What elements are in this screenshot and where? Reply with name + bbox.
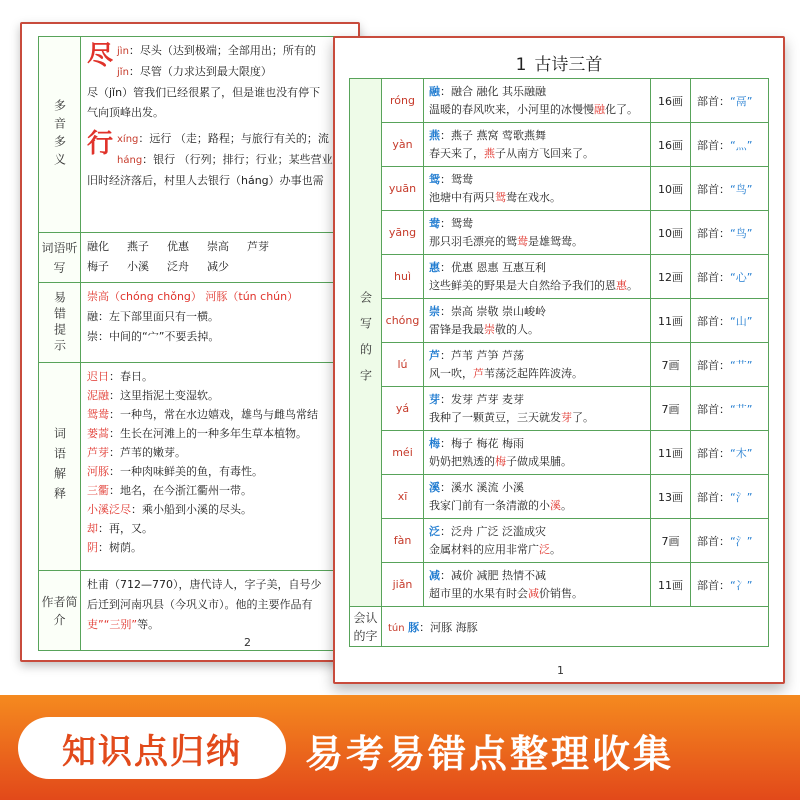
dictation-word: 小溪 (127, 260, 149, 273)
radical-value: “木” (730, 446, 753, 460)
char-sentence-a: 我种了一颗黄豆，三天就发 (429, 410, 561, 424)
char-row (350, 211, 769, 255)
char-description (424, 519, 651, 563)
char-row (350, 475, 769, 519)
char-words: ：鸳鸯 (440, 172, 473, 186)
dictation-word: 芦芽 (247, 240, 269, 253)
poly1-pinyin-1: jìn (117, 46, 129, 57)
char-sentence-b: 子从南方飞回来了。 (495, 146, 594, 160)
read-char: 豚 (408, 620, 420, 634)
char-row (350, 167, 769, 211)
radical-value: “鬲” (730, 94, 753, 108)
explain-item: 三衢：地名，在今浙江衢州一带。 (87, 484, 252, 497)
author-line-3: 吏”“三别”等。 (87, 618, 160, 631)
char-sentence-a: 金属材料的应用非常广 (429, 542, 539, 556)
char-sentence-highlight: 融 (594, 102, 605, 116)
char-sentence-a: 奶奶把熟透的 (429, 454, 495, 468)
char-description (424, 123, 651, 167)
char-strokes: 12画 (651, 255, 691, 299)
char-key: 梅 (429, 436, 440, 450)
char-radical (691, 211, 769, 255)
lesson-title-text: 古诗三首 (534, 55, 603, 75)
char-radical (691, 167, 769, 211)
char-sentence-a: 超市里的水果有时会 (429, 586, 528, 600)
char-radical (691, 255, 769, 299)
radical-prefix: 部首： (697, 490, 730, 504)
radical-prefix: 部首： (697, 138, 730, 152)
radical-prefix: 部首： (697, 94, 730, 108)
poly1-sentence-2: 气向顶峰出发。 (87, 106, 164, 119)
char-description (424, 475, 651, 519)
poly1-meaning-2: ：尽管（力求达到最大限度） (128, 65, 272, 78)
radical-value: “心” (730, 270, 753, 284)
dictation-word: 优惠 (167, 240, 189, 253)
char-row (350, 299, 769, 343)
char-pinyin: róng (382, 79, 424, 123)
char-row (350, 255, 769, 299)
explain-item: 芦芽：芦苇的嫩芽。 (87, 446, 186, 459)
char-sentence-highlight: 溪 (550, 498, 561, 512)
char-words: ：溪水 溪流 小溪 (440, 480, 524, 494)
radical-value: “山” (730, 314, 753, 328)
error-line-2: 融：左下部里面只有一横。 (87, 310, 219, 323)
read-section-label: 会认的字 (350, 607, 382, 647)
char-radical (691, 431, 769, 475)
char-key: 溪 (429, 480, 440, 494)
char-strokes: 10画 (651, 211, 691, 255)
explain-item: 小溪泛尽：乘小船到小溪的尽头。 (87, 503, 252, 516)
explain-item: 鸳鸯：一种鸟，常在水边嬉戏，雄鸟与雌鸟常结 (87, 408, 318, 421)
bottom-banner (0, 695, 800, 800)
char-sentence-highlight: 梅 (495, 454, 506, 468)
radical-value: “灬” (730, 138, 753, 152)
char-strokes: 13画 (651, 475, 691, 519)
char-key: 崇 (429, 304, 440, 318)
char-pinyin: xī (382, 475, 424, 519)
char-pinyin: fàn (382, 519, 424, 563)
char-sentence-highlight: 芦 (473, 366, 484, 380)
dictation-content (81, 233, 361, 283)
radical-prefix: 部首： (697, 270, 730, 284)
radical-prefix: 部首： (697, 226, 730, 240)
radical-prefix: 部首： (697, 182, 730, 196)
radical-prefix: 部首： (697, 358, 730, 372)
explain-item: 阴：树荫。 (87, 541, 142, 554)
char-key: 泛 (429, 524, 440, 538)
char-words: ：鸳鸯 (440, 216, 473, 230)
author-content (81, 571, 361, 651)
dictation-word: 融化 (87, 240, 109, 253)
lesson-number: 1 (515, 55, 527, 75)
char-pinyin: jiǎn (382, 563, 424, 607)
char-pinyin: yá (382, 387, 424, 431)
char-pinyin: yàn (382, 123, 424, 167)
char-pinyin: yāng (382, 211, 424, 255)
read-row (350, 607, 769, 647)
read-content (382, 607, 769, 647)
char-sentence-a: 温暖的春风吹来，小河里的冰慢慢 (429, 102, 594, 116)
char-description (424, 387, 651, 431)
char-pinyin: yuān (382, 167, 424, 211)
banner-text: 易考易错点整理收集 (305, 732, 675, 776)
char-words: ：优惠 恩惠 互惠互利 (440, 260, 546, 274)
read-words: ：河豚 海豚 (419, 620, 478, 634)
front-page (333, 36, 785, 684)
char-row (350, 431, 769, 475)
errors-label: 易错提示 (39, 283, 81, 363)
explain-label: 词语解释 (39, 363, 81, 571)
char-description (424, 79, 651, 123)
char-words: ：芦苇 芦笋 芦荡 (440, 348, 524, 362)
char-strokes: 11画 (651, 431, 691, 475)
char-sentence-highlight: 泛 (539, 542, 550, 556)
explain-item: 河豚：一种肉味鲜美的鱼，有毒性。 (87, 465, 263, 478)
errors-content (81, 283, 361, 363)
char-radical (691, 519, 769, 563)
char-description (424, 211, 651, 255)
char-row (350, 519, 769, 563)
char-radical (691, 475, 769, 519)
polyphone-label: 多音多义 (39, 37, 81, 233)
explain-item: 泥融：这里指泥土变湿软。 (87, 389, 219, 402)
char-sentence-b: 。 (627, 278, 638, 292)
char-sentence-b: 了。 (572, 410, 594, 424)
char-key: 芽 (429, 392, 440, 406)
poly1-pinyin-2: jǐn (117, 67, 129, 78)
char-row (350, 123, 769, 167)
char-sentence-b: 化了。 (605, 102, 638, 116)
poly2-pinyin-1: xíng (117, 134, 139, 145)
char-strokes: 7画 (651, 343, 691, 387)
char-row (350, 387, 769, 431)
char-description (424, 255, 651, 299)
char-words: ：崇高 崇敬 崇山峻岭 (440, 304, 546, 318)
radical-prefix: 部首： (697, 446, 730, 460)
char-description (424, 299, 651, 343)
char-key: 融 (429, 84, 440, 98)
char-description (424, 167, 651, 211)
char-sentence-highlight: 燕 (484, 146, 495, 160)
dictation-word: 减少 (207, 260, 229, 273)
banner-pill: 知识点归纳 (18, 717, 286, 779)
explain-item: 蒌蒿：生长在河滩上的一种多年生草本植物。 (87, 427, 307, 440)
char-radical (691, 343, 769, 387)
explain-content (81, 363, 361, 571)
char-words: ：梅子 梅花 梅雨 (440, 436, 524, 450)
char-sentence-highlight: 鸳 (495, 190, 506, 204)
char-pinyin: méi (382, 431, 424, 475)
char-sentence-highlight: 崇 (484, 322, 495, 336)
char-key: 燕 (429, 128, 440, 142)
char-key: 芦 (429, 348, 440, 362)
author-line-2: 后迁到河南巩县（今巩义市）。他的主要作品有 (87, 598, 313, 611)
radical-value: “氵” (730, 534, 753, 548)
back-page-table (38, 36, 360, 651)
char-radical (691, 563, 769, 607)
char-row (350, 79, 769, 123)
char-description (424, 563, 651, 607)
char-strokes: 16画 (651, 79, 691, 123)
char-row (350, 563, 769, 607)
radical-value: “鸟” (730, 182, 753, 196)
char-key: 鸯 (429, 216, 440, 230)
char-radical (691, 123, 769, 167)
radical-prefix: 部首： (697, 402, 730, 416)
char-sentence-highlight: 鸯 (517, 234, 528, 248)
poly1-meaning-1: ：尽头（达到极端；全部用出；所有的 (128, 44, 316, 57)
char-sentence-a: 那只羽毛漂亮的鸳 (429, 234, 517, 248)
char-strokes: 7画 (651, 387, 691, 431)
char-key: 减 (429, 568, 440, 582)
char-key: 鸳 (429, 172, 440, 186)
char-sentence-b: 。 (561, 498, 572, 512)
front-page-number: 1 (557, 664, 564, 677)
char-radical (691, 387, 769, 431)
dictation-word: 燕子 (127, 240, 149, 253)
char-sentence-a: 池塘中有两只 (429, 190, 495, 204)
dictation-word: 泛舟 (167, 260, 189, 273)
dictation-word: 梅子 (87, 260, 109, 273)
char-strokes: 11画 (651, 563, 691, 607)
lesson-title (335, 50, 783, 75)
char-words: ：发芽 芦芽 麦芽 (440, 392, 524, 406)
char-strokes: 10画 (651, 167, 691, 211)
poly2-meaning-2: ：银行 （行列；排行；行业；某些营业 (142, 153, 333, 166)
char-sentence-b: 敬的人。 (495, 322, 539, 336)
char-words: ：减价 减肥 热情不减 (440, 568, 546, 582)
poly1-sentence: 尽（jǐn）管我们已经很累了，但是谁也没有停下 (87, 86, 321, 99)
char-sentence-b: 子做成果脯。 (506, 454, 572, 468)
error-line-1: 崇高（chóng chǒng） 河豚（tún chún） (87, 290, 299, 303)
char-row (350, 343, 769, 387)
radical-prefix: 部首： (697, 314, 730, 328)
char-strokes: 16画 (651, 123, 691, 167)
back-page (20, 22, 360, 662)
char-sentence-highlight: 芽 (561, 410, 572, 424)
radical-value: “鸟” (730, 226, 753, 240)
char-sentence-b: 是雄鸳鸯。 (528, 234, 583, 248)
poly1-char: 尽 (87, 41, 114, 71)
char-sentence-a: 雷锋是我最 (429, 322, 484, 336)
read-pinyin: tún (388, 622, 405, 634)
dictation-label: 词语听写 (39, 233, 81, 283)
char-strokes: 7画 (651, 519, 691, 563)
poly2-char: 行 (87, 129, 114, 159)
author-label: 作者简介 (39, 571, 81, 651)
char-sentence-highlight: 减 (528, 586, 539, 600)
error-line-3: 崇：中间的“宀”不要丢掉。 (87, 330, 220, 343)
poly2-pinyin-2: háng (117, 155, 143, 166)
char-sentence-a: 风一吹， (429, 366, 473, 380)
char-sentence-a: 我家门前有一条清澈的小 (429, 498, 550, 512)
char-sentence-b: 鸯在戏水。 (506, 190, 561, 204)
char-table (349, 78, 769, 647)
write-section-label: 会写的字 (350, 79, 382, 607)
poly2-meaning-1: ：远行 （走；路程；与旅行有关的；流 (138, 132, 329, 145)
char-radical (691, 79, 769, 123)
explain-item: 迟日：春日。 (87, 370, 153, 383)
char-sentence-b: 价销售。 (539, 586, 583, 600)
author-line-1: 杜甫（712—770），唐代诗人，字子美，自号少 (87, 578, 322, 591)
radical-value: “艹” (730, 402, 753, 416)
radical-value: “艹” (730, 358, 753, 372)
char-sentence-a: 春天来了， (429, 146, 484, 160)
radical-value: “冫” (730, 578, 753, 592)
char-words: ：融合 融化 其乐融融 (440, 84, 546, 98)
char-pinyin: lú (382, 343, 424, 387)
char-sentence-highlight: 惠 (616, 278, 627, 292)
back-page-number: 2 (244, 636, 251, 649)
char-words: ：泛舟 广泛 泛滥成灾 (440, 524, 546, 538)
char-description (424, 431, 651, 475)
dictation-word: 崇高 (207, 240, 229, 253)
char-sentence-b: 。 (550, 542, 561, 556)
poly2-sentence: 旧时经济落后，村里人去银行（háng）办事也需 (87, 174, 324, 187)
char-strokes: 11画 (651, 299, 691, 343)
char-description (424, 343, 651, 387)
explain-item: 却：再，又。 (87, 522, 153, 535)
char-pinyin: chóng (382, 299, 424, 343)
char-sentence-a: 这些鲜美的野果是大自然给予我们的恩 (429, 278, 616, 292)
radical-prefix: 部首： (697, 578, 730, 592)
radical-prefix: 部首： (697, 534, 730, 548)
char-sentence-b: 苇荡泛起阵阵波涛。 (484, 366, 583, 380)
char-pinyin: huì (382, 255, 424, 299)
polyphone-content (81, 37, 361, 233)
char-words: ：燕子 燕窝 莺歌燕舞 (440, 128, 546, 142)
radical-value: “氵” (730, 490, 753, 504)
char-radical (691, 299, 769, 343)
char-key: 惠 (429, 260, 440, 274)
